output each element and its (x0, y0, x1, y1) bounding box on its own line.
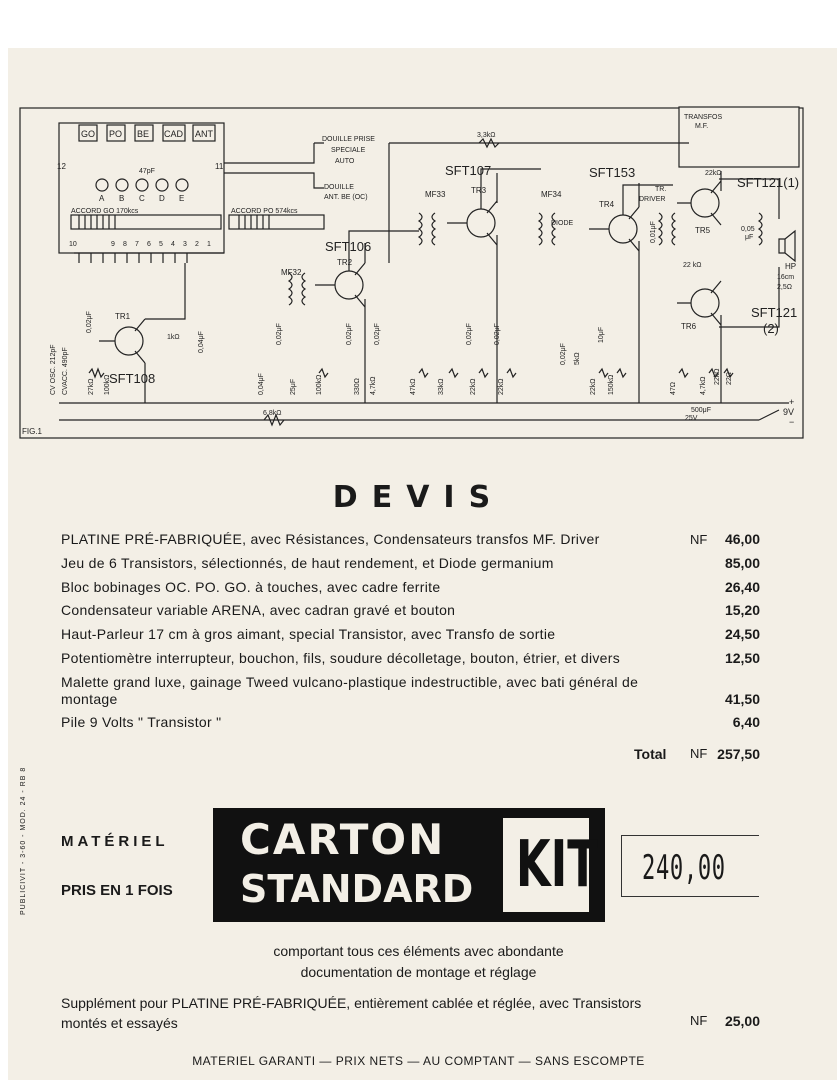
c-500-label-1: 500μF (691, 407, 711, 414)
kit-label: KIT (515, 828, 598, 902)
battery-minus-label: − (789, 417, 795, 427)
sft106-label: SFT106 (325, 239, 372, 254)
pin-10-label: 10 (69, 241, 77, 248)
accord-go-label: ACCORD GO 170kcs (71, 208, 139, 215)
kit-logo (503, 818, 598, 912)
supplement-nf: NF (690, 1013, 708, 1028)
fig-label: FIG.1 (22, 427, 43, 436)
r-22k-a-label: 22kΩ (470, 378, 477, 395)
tr-driver-label-1: TR. (655, 186, 667, 193)
r-22-label: 22Ω (726, 371, 733, 385)
tr1-label: TR1 (115, 312, 131, 321)
transfos-label-2: M.F. (695, 123, 709, 130)
devis-item-3: Bloc bobinages OC. PO. GO. à touches, avec cadre ferrite (61, 579, 441, 595)
douille-prise-label-3: AUTO (335, 158, 355, 165)
pin-4-label: 4 (171, 241, 175, 248)
supplement-text: Supplément pour PLATINE PRÉ-FABRIQUÉE, entièrement cablée et réglée, avec Transistors montés et essayés (61, 995, 642, 1031)
r-22k-c-label: 22kΩ (590, 378, 597, 395)
devis-item-3-price: 26,40 (724, 579, 760, 595)
c-10-label: 10μF (598, 326, 605, 343)
band-button-cad: CAD (164, 129, 184, 139)
c-002-d-label: 0,02μF (494, 323, 501, 345)
band-button-be: BE (137, 129, 150, 139)
kit-price-box (621, 835, 759, 897)
r-150k-label: 150kΩ (608, 374, 615, 395)
total-nf: NF (690, 746, 708, 761)
side-print-code: PUBLICIVIT - 3-60 - MOD. 24 - RB 8 (20, 766, 27, 915)
pin-3-label: 3 (183, 241, 187, 248)
tr4-label: TR4 (599, 200, 615, 209)
diode-label: DIODE (551, 220, 574, 227)
pin-1-label: 1 (207, 241, 211, 248)
band-button-po: PO (109, 129, 123, 139)
supplement-price: 25,00 (724, 1013, 760, 1029)
band-button-go: GO (81, 129, 96, 139)
r-330-label: 330Ω (354, 378, 361, 395)
cap-005-label-1: 0,05 (741, 226, 755, 233)
r-22k-b-label: 22kΩ (498, 378, 505, 395)
pin-11-label: 11 (215, 162, 224, 171)
cap-47pf-label: 47pF (139, 168, 155, 175)
r-22k-top-label: 22kΩ (705, 170, 722, 177)
sft153-label: SFT153 (589, 165, 636, 180)
tuner-letter-e: E (179, 194, 185, 203)
tuner-letter-b: B (119, 194, 125, 203)
battery-9v-label: 9V (783, 407, 795, 417)
r-5k-label: 5kΩ (574, 352, 581, 365)
devis-item-6-price: 12,50 (724, 650, 760, 666)
pin-8-label: 8 (123, 241, 127, 248)
c-500-label-2: 25V (685, 415, 698, 422)
douille-ant-label-2: ANT. BE (OC) (324, 194, 368, 201)
tuner-letter-c: C (139, 194, 145, 203)
devis-item-6: Potentiomètre interrupteur, bouchon, fils, soudure décolletage, bouton, étrier, et divers (61, 650, 621, 666)
transfos-label-1: TRANSFOS (684, 114, 723, 121)
sft121-1-label: SFT121(1) (737, 175, 800, 190)
c-002-label: 0,02μF (86, 311, 93, 333)
r-4-7k-b-label: 4,7kΩ (700, 376, 707, 395)
carton-label: CARTON (240, 815, 446, 864)
standard-label: STANDARD (240, 867, 474, 911)
c-25-label: 25μF (290, 378, 297, 395)
c-002-c-label: 0,02μF (466, 323, 473, 345)
r-22k-mid-label: 22 kΩ (683, 262, 702, 269)
tuner-letter-d: D (159, 194, 165, 203)
tr-driver-label-2: DRIVER (639, 196, 666, 203)
cap-005-label-2: μF (745, 234, 754, 241)
r-3-3k-label: 3,3kΩ (477, 132, 496, 139)
r-4-7k-label: 4,7kΩ (370, 376, 377, 395)
hp-label-3: 2,5Ω (777, 284, 792, 291)
pin-5-label: 5 (159, 241, 163, 248)
pris-label: PRIS EN 1 FOIS (61, 882, 173, 899)
circuit-schematic (19, 103, 805, 441)
pin-6-label: 6 (147, 241, 151, 248)
devis-item-4: Condensateur variable ARENA, avec cadran gravé et bouton (61, 602, 456, 618)
mf33-label: MF33 (425, 190, 446, 199)
c-001-label: 0,01μF (650, 221, 657, 243)
c-004-label: 0,04μF (198, 331, 205, 353)
devis-title: DEVIS (332, 480, 505, 515)
materiel-label: MATÉRIEL (61, 833, 169, 850)
devis-item-1: PLATINE PRÉ-FABRIQUÉE, avec Résistances, Condensateurs transfos MF. Driver (61, 531, 600, 547)
r-33k-label: 33kΩ (438, 378, 445, 395)
r-100k-b-label: 100kΩ (316, 374, 323, 395)
band-button-ant: ANT (195, 129, 213, 139)
tuner-letter-a: A (99, 194, 105, 203)
r-47k-label: 47kΩ (410, 378, 417, 395)
tr5-label: TR5 (695, 226, 711, 235)
tr6-label: TR6 (681, 322, 697, 331)
carton-standard-banner (213, 808, 605, 922)
comportant-line-2: documentation de montage et réglage (300, 964, 537, 980)
pin-9-label: 9 (111, 241, 115, 248)
douille-prise-label-2: SPECIALE (331, 147, 366, 154)
kit-price: 240,00 (642, 848, 726, 888)
douille-prise-label-1: DOUILLE PRISE (322, 136, 375, 143)
devis-item-5: Haut-Parleur 17 cm à gros aimant, special Transistor, avec Transfo de sortie (61, 626, 556, 642)
r-27k-label: 27kΩ (88, 378, 95, 395)
c-002-a-label: 0,02μF (346, 323, 353, 345)
pin-7-label: 7 (135, 241, 139, 248)
sft121-2-label-1: SFT121 (751, 305, 798, 320)
accord-po-label: ACCORD PO 574kcs (231, 208, 298, 215)
devis-item-7-price: 41,50 (724, 691, 760, 707)
devis-item-5-price: 24,50 (724, 626, 760, 642)
total-label: Total (634, 746, 667, 762)
devis-item-2-price: 85,00 (724, 555, 760, 571)
tr3-label: TR3 (471, 186, 487, 195)
devis-item-1-price: 46,00 (724, 531, 760, 547)
cv-osc-label: CV OSC. 212pF (50, 344, 57, 395)
mf32-label: MF32 (281, 268, 302, 277)
pin-12-label: 12 (57, 162, 66, 171)
sft107-label: SFT107 (445, 163, 492, 178)
devis-item-2: Jeu de 6 Transistors, sélectionnés, de haut rendement, et Diode germanium (61, 555, 554, 571)
c-002-f-label: 0,02μF (276, 323, 283, 345)
sft108-label: SFT108 (109, 371, 156, 386)
c-002-b-label: 0,02μF (374, 323, 381, 345)
hp-label-2: 16cm (777, 274, 795, 281)
devis-item-1-nf: NF (690, 532, 708, 547)
r-47-label: 47Ω (670, 381, 677, 395)
total-value: 257,50 (717, 746, 760, 762)
mf34-label: MF34 (541, 190, 562, 199)
pin-2-label: 2 (195, 241, 199, 248)
r-22k-d-label: 22kΩ (714, 368, 721, 385)
devis-item-4-price: 15,20 (724, 602, 760, 618)
c-002-e-label: 0,02μF (560, 343, 567, 365)
tr2-label: TR2 (337, 258, 353, 267)
sft121-2-label-2: (2) (763, 321, 779, 336)
devis-item-8-price: 6,40 (732, 714, 760, 730)
devis-item-8: Pile 9 Volts " Transistor " (61, 714, 222, 730)
r-1k-label: 1kΩ (167, 334, 180, 341)
cv-acc-label: CVACC. 490pF (62, 347, 69, 395)
douille-ant-label-1: DOUILLE (324, 184, 354, 191)
r-6-8k-label: 6,8kΩ (263, 410, 282, 417)
c-004b-label: 0,04μF (258, 373, 265, 395)
hp-label-1: HP (785, 262, 797, 271)
devis-item-7: Malette grand luxe, gainage Tweed vulcano-plastique indestructible, avec bati général de montage (61, 674, 639, 707)
r-100k-label: 100kΩ (104, 374, 111, 395)
footer-terms: MATERIEL GARANTI — PRIX NETS — AU COMPTANT — SANS ESCOMPTE (192, 1054, 645, 1068)
comportant-line-1: comportant tous ces éléments avec abondante (273, 943, 564, 959)
battery-plus-label: + (789, 397, 795, 407)
